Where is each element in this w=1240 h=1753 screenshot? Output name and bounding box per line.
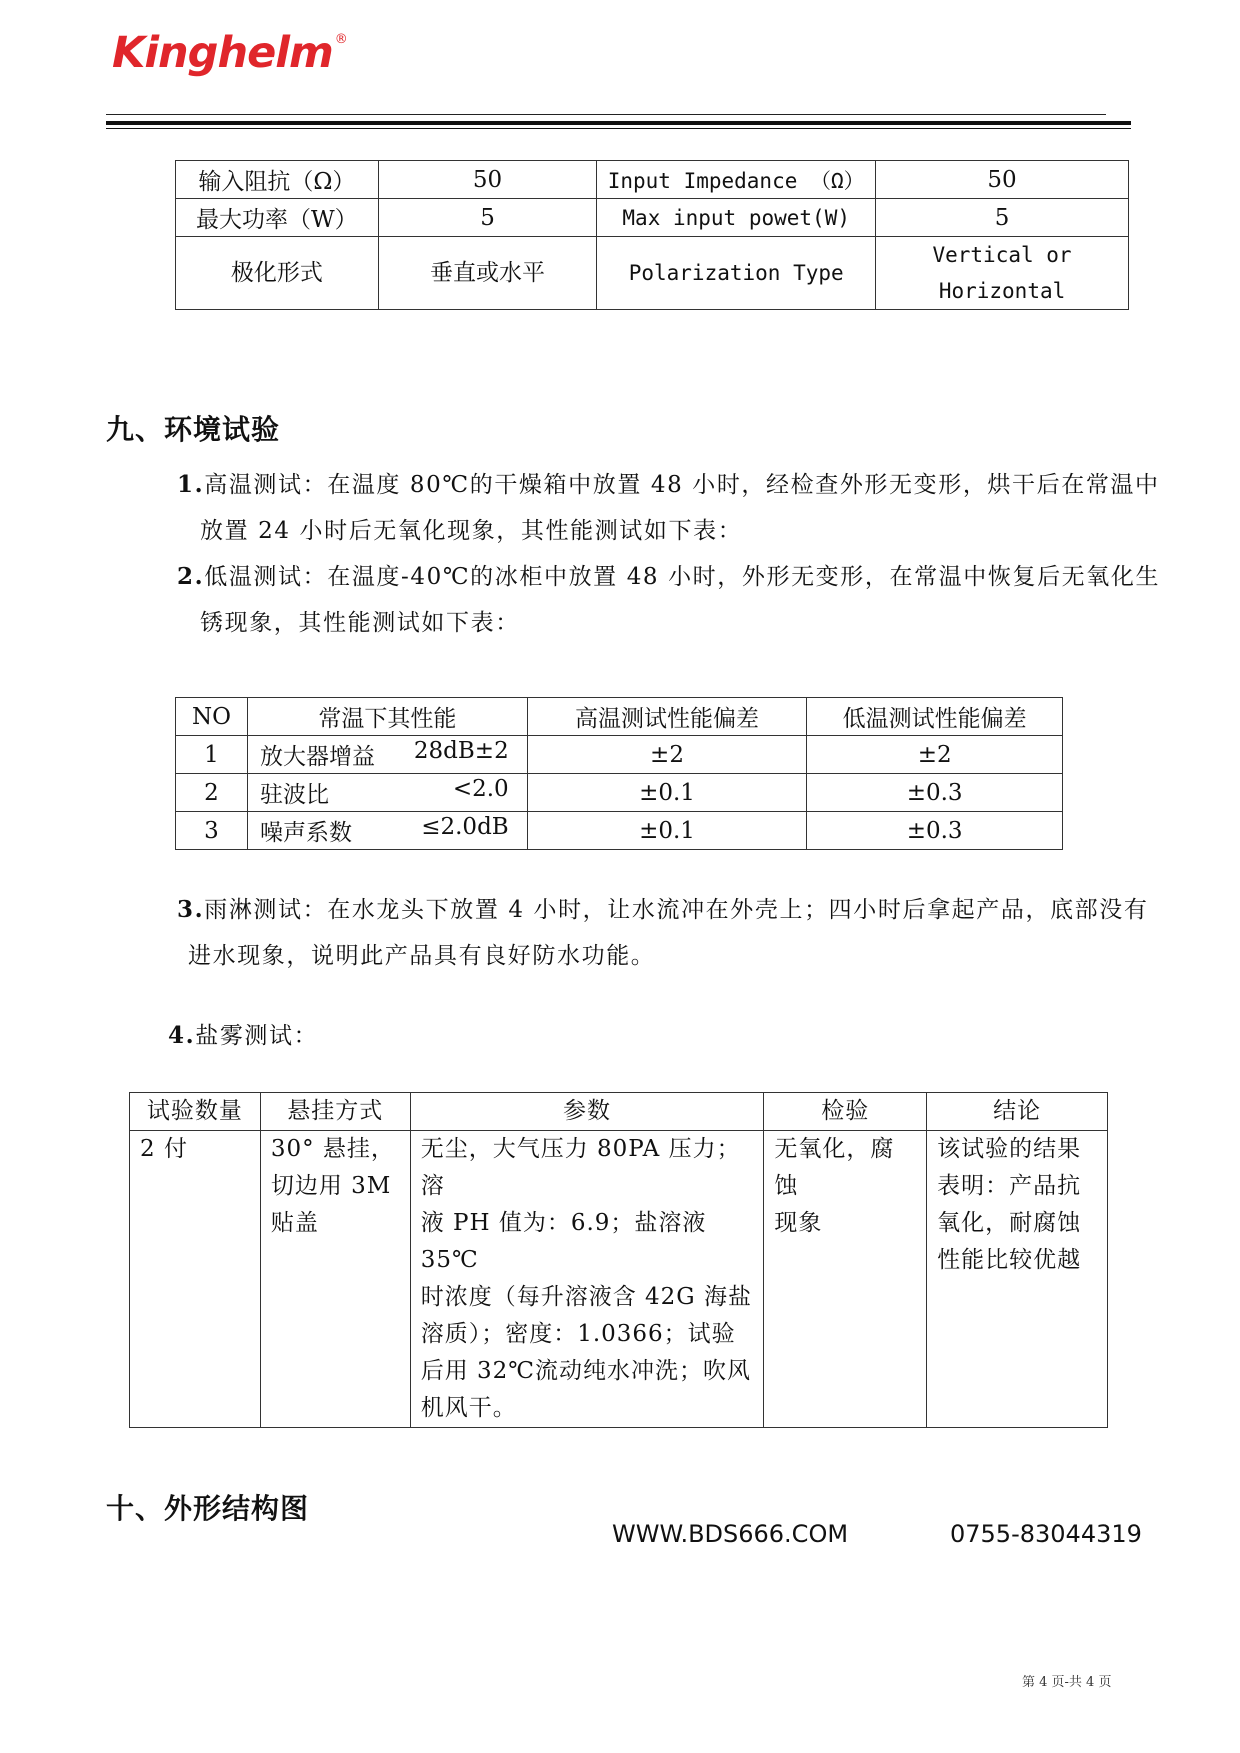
item-number: 4. — [168, 1022, 196, 1049]
paragraph-line — [168, 1013, 318, 1059]
brand-logo: Kinghelm ® — [112, 28, 347, 78]
table-cell: 5 — [876, 199, 1129, 237]
table-row — [176, 736, 1063, 774]
section-heading: 十、外形结构图 — [106, 1492, 310, 1525]
param-spec: ≤2.0dB — [421, 814, 509, 840]
header-rule — [106, 114, 1106, 115]
table-row — [176, 774, 1063, 812]
paragraph-line — [177, 462, 1160, 508]
table-cell: ±0.3 — [807, 774, 1063, 812]
table-cell: 1 — [176, 736, 248, 774]
param-name: 驻波比 — [259, 782, 329, 808]
salt-spray-table — [129, 1092, 1108, 1428]
item-text: 盐雾测试： — [195, 1023, 319, 1049]
table-header: 高温测试性能偏差 — [527, 698, 807, 736]
table-row — [176, 199, 1129, 237]
table-header: 检验 — [764, 1093, 927, 1131]
cell-line: 该试验的结果 — [937, 1136, 1082, 1162]
table-cell: 3 — [176, 812, 248, 850]
table-cell — [247, 774, 527, 812]
table-cell: 最大功率（W） — [176, 199, 379, 237]
header-rule-thick — [106, 121, 1131, 125]
table-cell: 极化形式 — [176, 237, 379, 310]
cell-line: 后用 32℃流动纯水冲洗；吹风 — [420, 1358, 752, 1384]
table-header: 低温测试性能偏差 — [807, 698, 1063, 736]
table-header: 常温下其性能 — [247, 698, 527, 736]
paragraph-line: 锈现象，其性能测试如下表： — [200, 610, 520, 636]
table-cell — [260, 1131, 410, 1428]
cell-line: 时浓度（每升溶液含 42G 海盐 — [420, 1284, 752, 1310]
table-header: 参数 — [410, 1093, 764, 1131]
cell-line: 氧化，耐腐蚀 — [937, 1210, 1082, 1236]
table-row — [130, 1131, 1108, 1428]
cell-line: 溶质）；密度：1.0366；试验 — [420, 1321, 736, 1347]
paragraph-line: 放置 24 小时后无氧化现象，其性能测试如下表： — [200, 518, 743, 544]
table-header: 结论 — [927, 1093, 1108, 1131]
cell-line: 贴盖 — [270, 1210, 319, 1236]
item-number: 3. — [177, 896, 205, 923]
table-cell: 2 — [176, 774, 248, 812]
website-link[interactable]: WWW.BDS666.COM — [612, 1520, 849, 1548]
param-spec: 28dB±2 — [413, 738, 509, 764]
table-cell: 输入阻抗（Ω） — [176, 161, 379, 199]
cell-line: 液 PH 值为：6.9；盐溶液 35℃ — [420, 1210, 707, 1273]
performance-table — [175, 697, 1063, 850]
cell-line: 30° 悬挂， — [270, 1136, 395, 1162]
header-rule-bottom — [106, 128, 1131, 129]
param-spec: <2.0 — [452, 776, 509, 802]
table-row — [176, 812, 1063, 850]
table-cell: ±2 — [527, 736, 807, 774]
paragraph-line — [177, 554, 1160, 600]
table-cell: 2 付 — [130, 1131, 261, 1428]
table-cell: Max input powet(W) — [597, 199, 876, 237]
table-row — [176, 237, 1129, 310]
section-heading: 九、环境试验 — [106, 413, 281, 446]
page-number: 第 4 页-共 4 页 — [1022, 1675, 1112, 1690]
table-header-row — [130, 1093, 1108, 1131]
cell-line: 表明：产品抗 — [937, 1173, 1082, 1199]
item-text: 高温测试：在温度 80℃的干燥箱中放置 48 小时，经检查外形无变形，烘干后在常温中 — [204, 472, 1160, 498]
item-text: 雨淋测试：在水龙头下放置 4 小时，让水流冲在外壳上；四小时后拿起产品，底部没有 — [204, 897, 1149, 923]
table-cell — [247, 736, 527, 774]
phone-number: 0755-83044319 — [950, 1520, 1142, 1548]
table-cell: ±2 — [807, 736, 1063, 774]
table-cell — [764, 1131, 927, 1428]
item-text: 低温测试：在温度-40℃的冰柜中放置 48 小时，外形无变形，在常温中恢复后无氧化生 — [204, 564, 1161, 590]
table-header-row — [176, 698, 1063, 736]
table-header: 悬挂方式 — [260, 1093, 410, 1131]
cell-line: 性能比较优越 — [937, 1247, 1082, 1273]
table-cell: 垂直或水平 — [378, 237, 597, 310]
table-cell: Vertical or Horizontal — [876, 237, 1129, 310]
table-cell — [410, 1131, 764, 1428]
table-cell: Input Impedance （Ω） — [597, 161, 876, 199]
table-cell: ±0.1 — [527, 812, 807, 850]
table-header: 试验数量 — [130, 1093, 261, 1131]
cell-line: 切边用 3M — [270, 1173, 392, 1199]
table-row — [176, 161, 1129, 199]
table-cell: ±0.1 — [527, 774, 807, 812]
table-cell — [927, 1131, 1108, 1428]
table-cell: ±0.3 — [807, 812, 1063, 850]
table-cell: 50 — [378, 161, 597, 199]
table-cell: 5 — [378, 199, 597, 237]
item-number: 1. — [177, 471, 205, 498]
cell-line: 现象 — [774, 1210, 823, 1236]
cell-line: 机风干。 — [420, 1395, 517, 1421]
param-name: 放大器增益 — [259, 744, 375, 770]
table-cell: 50 — [876, 161, 1129, 199]
table-cell — [247, 812, 527, 850]
registered-mark: ® — [334, 32, 347, 47]
param-name: 噪声系数 — [259, 820, 352, 846]
table-cell: Polarization Type — [597, 237, 876, 310]
paragraph-line: 进水现象，说明此产品具有良好防水功能。 — [188, 943, 656, 969]
table-header: NO — [176, 698, 248, 736]
spec-table — [175, 160, 1129, 310]
cell-line: 无氧化，腐蚀 — [774, 1136, 895, 1199]
paragraph-line — [177, 887, 1148, 933]
item-number: 2. — [177, 563, 205, 590]
cell-line: 无尘，大气压力 80PA 压力；溶 — [420, 1136, 741, 1199]
